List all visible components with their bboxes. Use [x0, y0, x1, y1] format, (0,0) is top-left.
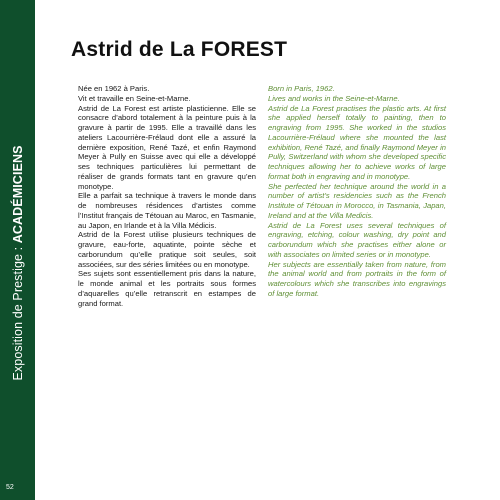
- page-title: Astrid de La FOREST: [71, 38, 288, 61]
- english-paragraph: Lives and works in the Seine-et-Marne.: [268, 93, 400, 103]
- french-paragraph: Elle a parfait sa technique à travers le monde dans de nombreuses résidences d’artistes comme l’Institut français de Tétouan au Maroc, en Tasmanie, au Japon, en Irlande et à la Villa Médicis.: [78, 191, 256, 230]
- french-paragraph: Astrid de La Forest est artiste plasticienne. Elle se consacre d’abord totalement à la peinture puis à la gravure à partir de 1995. Elle a travaillé dans les ateliers Lacourrière-Frélaud dont elle a assuré la dernière exposition, René Tazé, et enfin Raymond Meyer à Pully en Suisse avec qui elle a développé ses techniques particulières lui permettant de réaliser de grands formats tant en gravure qu’en monotype.: [78, 103, 256, 191]
- french-text-column: [78, 84, 256, 308]
- page-number: 52: [6, 484, 14, 491]
- french-paragraph: Née en 1962 à Paris.: [78, 84, 150, 93]
- english-paragraph: Astrid de La Forest practises the plastic arts. At first she applied herself totally to painting, then to engraving from 1995. She worked in the studios Lacourrière-Frélaud where she mounted the last exhibition, René Tazé, and finally Raymond Meyer in Pully, Switzerland with whom she developed specific techniques allowing her to achieve works of large format both in engraving and in monotype.: [268, 103, 446, 181]
- exhibition-label-prefix: Exposition de Prestige :: [11, 243, 25, 381]
- french-paragraph: Vit et travaille en Seine-et-Marne.: [78, 93, 191, 103]
- english-paragraph: She perfected her technique around the world in a number of artist’s residencies such as the French Institute of Tétouan in Morocco, in Tasmania, Japan, Ireland and at the Villa Medicis.: [268, 181, 446, 220]
- sidebar-text-area: [0, 0, 35, 500]
- english-paragraph: Born in Paris, 1962.: [268, 84, 335, 93]
- french-paragraph: Astrid de la Forest utilise plusieurs techniques de gravure, eau-forte, aquatinte, pointe sèche et carborundum qu’elle pratique soit seules, soit associées, sur des séries limitées ou en monotype.: [78, 230, 256, 269]
- english-text-column: [268, 84, 446, 299]
- english-paragraph: Her subjects are essentially taken from nature, from the animal world and from portraits in the form of watercolours which she transcribes into engravings of large format.: [268, 259, 446, 298]
- exhibition-label: [11, 145, 25, 380]
- exhibition-label-strong: ACADÉMICIENS: [11, 145, 25, 244]
- french-paragraph: Ses sujets sont essentiellement pris dans la nature, le monde animal et les portraits sous formes d’aquarelles qu’elle retranscrit en estampes de grand format.: [78, 269, 256, 308]
- english-paragraph: Astrid de La Forest uses several techniques of engraving, etching, colour washing, dry point and carborundum which she practises either alone or with associates on limited series or in monotype.: [268, 220, 446, 259]
